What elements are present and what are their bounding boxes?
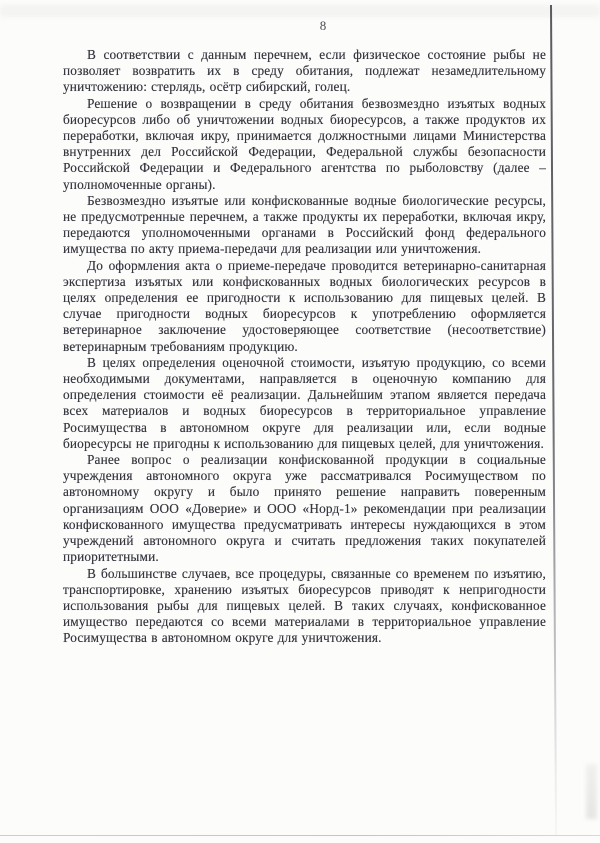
paragraph-1: В соответствии с данным перечнем, если физическое состояние рыбы не позволяет возвратить их в среду обитания, подлежат незамедлительному уничтожению: стерлядь, осётр сибирский, голец. [63, 47, 546, 95]
paragraph-7: В большинстве случаев, все процедуры, связанные со временем по изъятию, транспортировке, хранению изъятых биоресурсов приводят к непригодности использования рыбы для пищевых целей. В таких случаях, конфискованное имущество передаются со всеми материалами в территориальное управление Росимущества в автономном округе для уничтожения. [63, 565, 546, 646]
scan-artifact-bottom-line [0, 835, 600, 836]
paragraph-3: Безвозмездно изъятые или конфискованные водные биологические ресурсы, не предусмотренные перечнем, а также продукты их переработки, включая икру, передаются уполномоченными органами в Российский фонд федерального имущества по акту приема-передачи для реализации или уничтожения. [63, 192, 546, 257]
page-number: 8 [319, 18, 327, 33]
paragraph-6: Ранее вопрос о реализации конфискованной продукции в социальные учреждения автономного округа уже рассматривался Росимуществом по автономному округу и было принято решение направить поверенным организациям ООО «Доверие» и ООО «Норд-1» рекомендации при реализации конфискованного имущества предусматривать интересы нуждающихся в этом учреждений автономного округа и считать предложения таких покупателей приоритетными. [63, 452, 546, 565]
scan-artifact-vertical-line [550, 5, 557, 835]
paragraph-2: Решение о возвращении в среду обитания безвозмездно изъятых водных биоресурсов либо об уничтожении водных биоресурсов, а также продуктов их переработки, включая икру, принимается должностными лицами Министерства внутренних дел Российской Федерации, Федеральной службы безопасности Российской Федерации и Федерального агентства по рыболовству (далее – уполномоченные органы). [63, 95, 546, 192]
paragraph-4: До оформления акта о приеме-передаче проводится ветеринарно-санитарная экспертиза изъятых или конфискованных водных биологических ресурсов в целях определения ее пригодности к использованию для пищевых целей. В случае пригодности водных биоресурсов к употреблению оформляется ветеринарное заключение удостоверяющее соответствие (несоответствие) ветеринарным требованиям продукцию. [63, 257, 546, 354]
scan-artifact-edge-smudge [586, 764, 597, 819]
document-body [63, 47, 546, 647]
scan-artifact-top-streak [0, 5, 600, 17]
paragraph-5: В целях определения оценочной стоимости, изъятую продукцию, со всеми необходимыми документами, направляется в оценочную компанию для определения стоимости её реализации. Дальнейшим этапом является передача всех материалов и водных биоресурсов в территориальное управление Росимущества в автономном округе для реализации или, если водные биоресурсы не пригодны к использованию для пищевых целей, для уничтожения. [63, 354, 546, 451]
